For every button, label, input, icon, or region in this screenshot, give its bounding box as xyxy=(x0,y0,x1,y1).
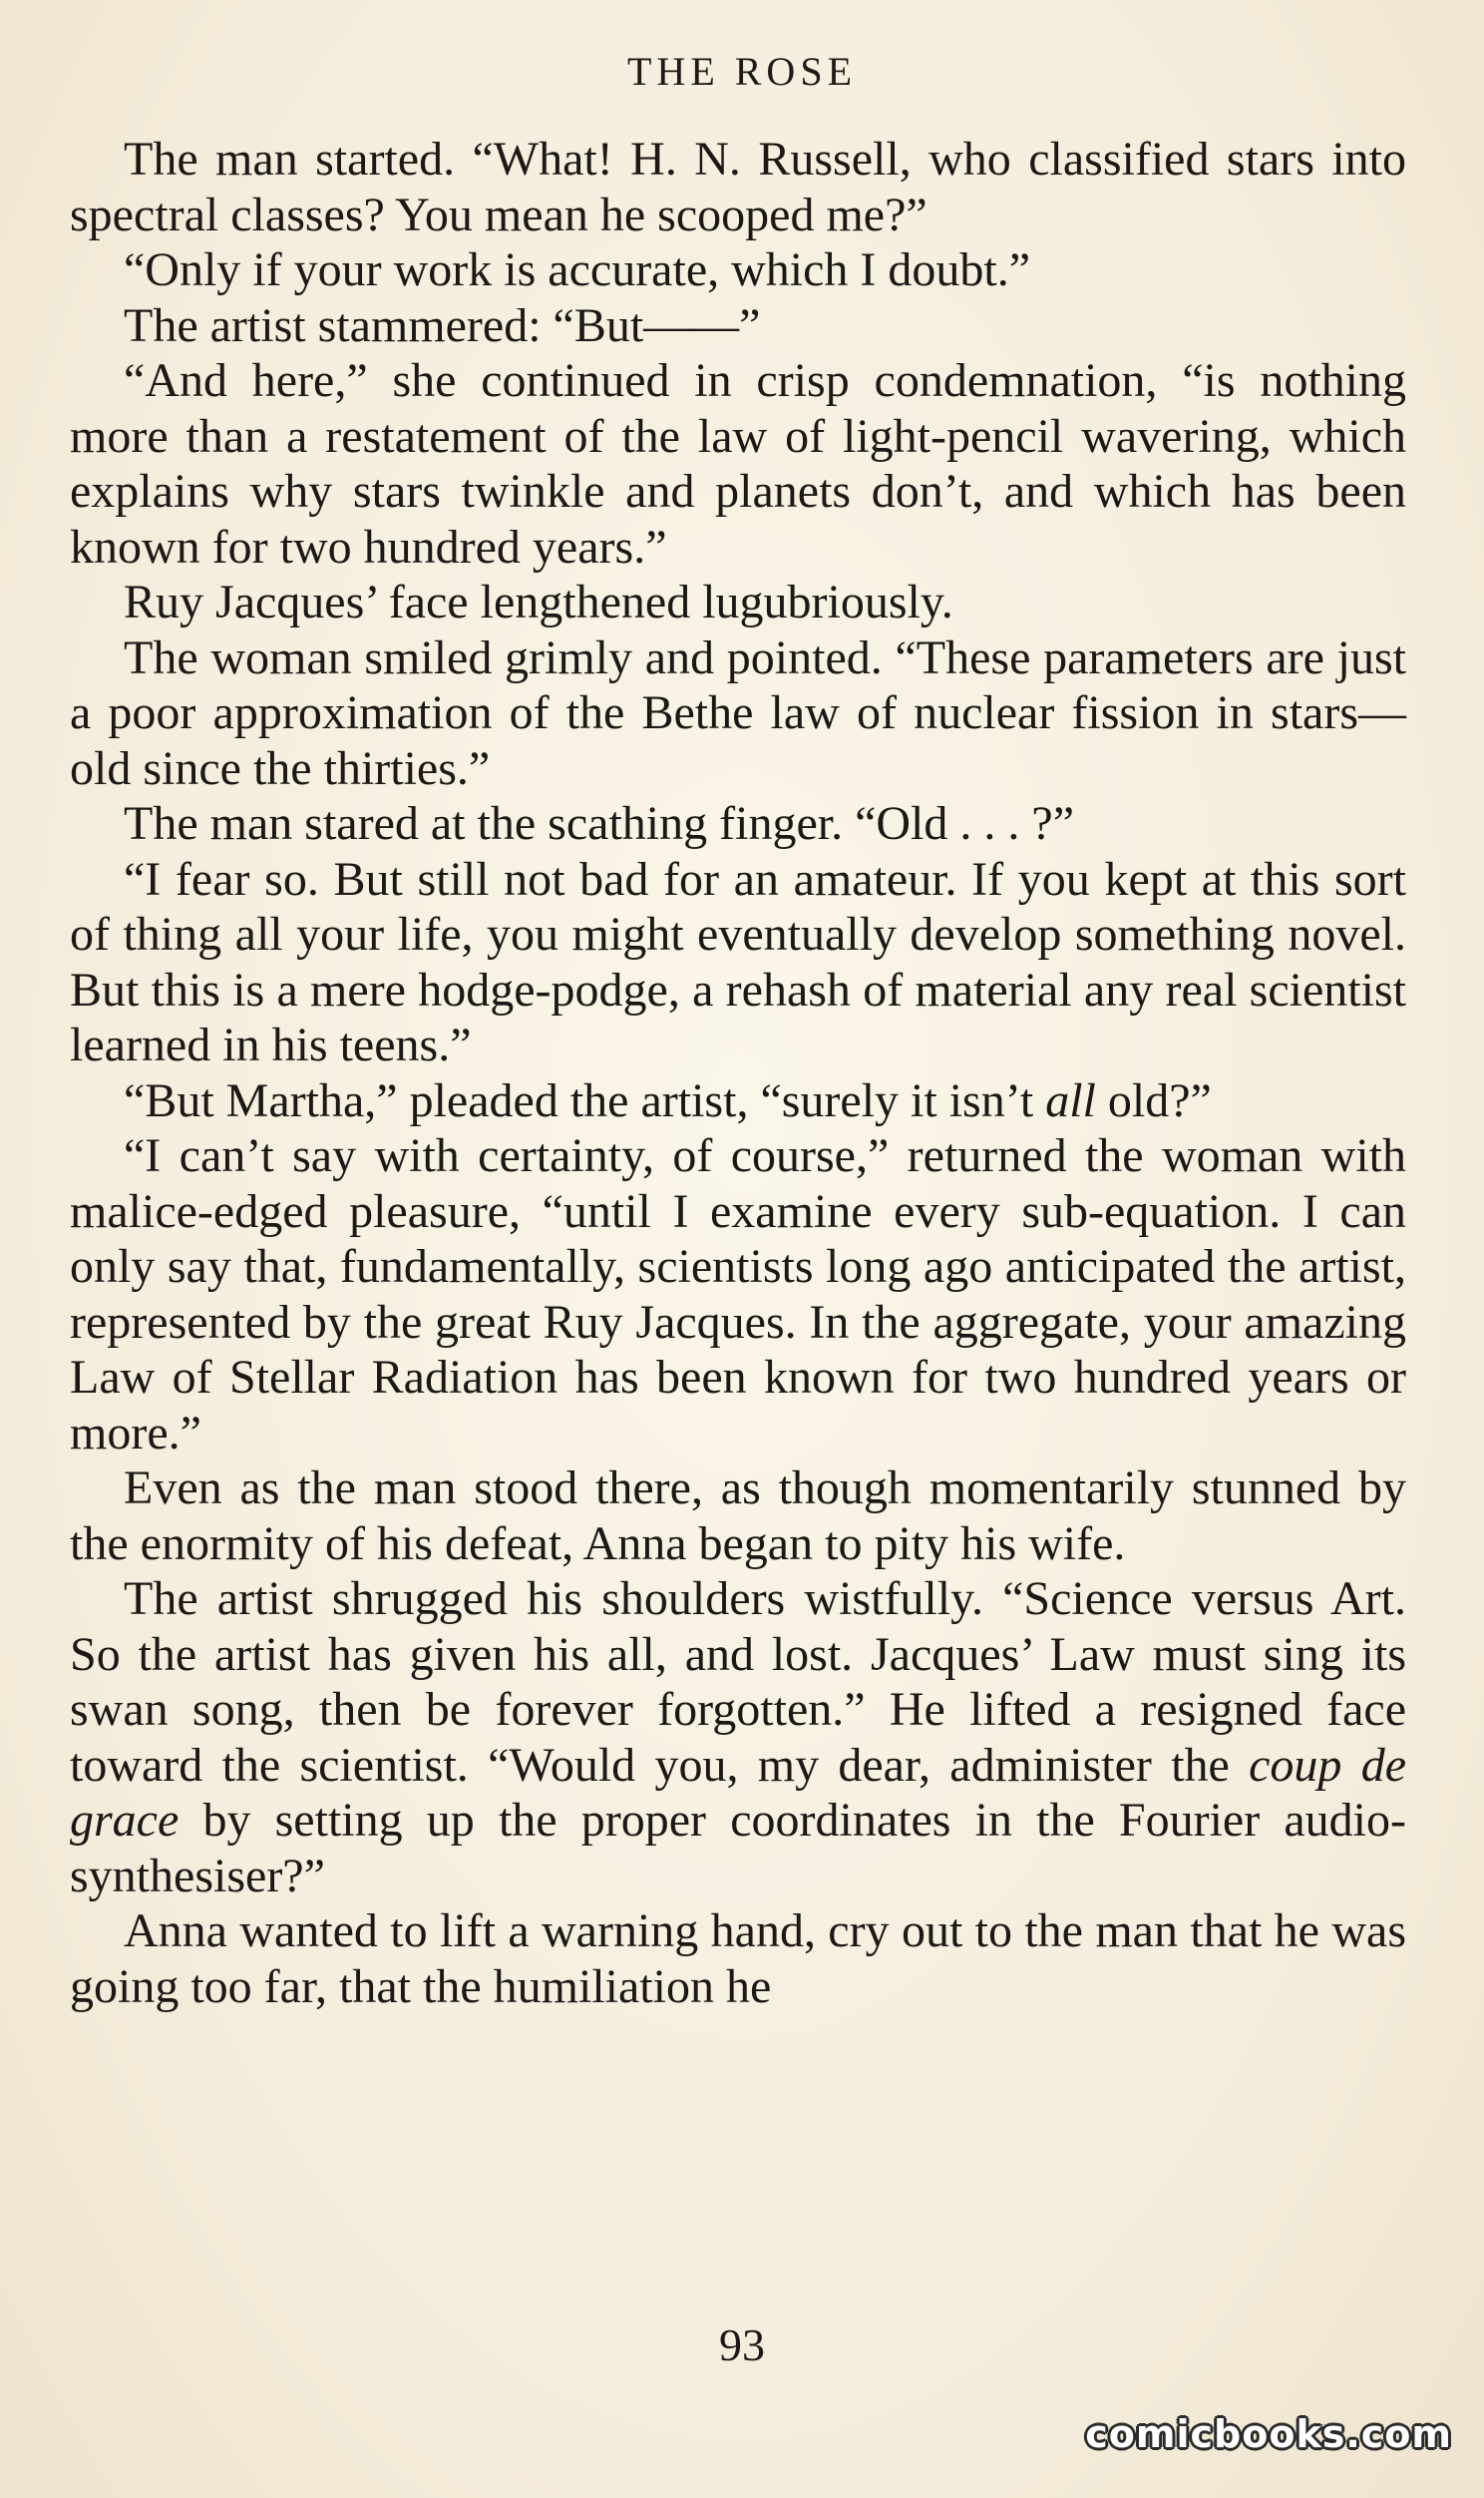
paragraph: “I can’t say with certainty, of course,” returned the woman with malice-edged pleasure, “until I examine every sub-equation. I can only say that, fundamentally, scientists long ago anticipated the artist, represented by the great Ruy Jacques. In the aggregate, your amazing Law of Stellar Radiation has been known for two hundred years or more.” xyxy=(70,1129,1406,1459)
page-number: 93 xyxy=(719,2319,765,2370)
paragraph: Even as the man stood there, as though momentarily stunned by the enormity of his defeat, Anna began to pity his wife. xyxy=(70,1461,1406,1570)
paragraph: The artist shrugged his shoulders wistfully. “Science versus Art. So the artist has given his all, and lost. Jacques’ Law must sing its swan song, then be forever forgotten.” He lifted a resigned face toward the scientist. “Would you, my dear, administer the coup de grace by setting up the proper coordinates in the Fourier audio-synthesiser?” xyxy=(70,1572,1407,1902)
paragraph: The man started. “What! H. N. Russell, who classified stars into spectral classes? You mean he scooped me?” xyxy=(70,133,1406,241)
running-head: THE ROSE xyxy=(627,49,857,94)
body-text xyxy=(70,132,1406,2014)
paragraph: The woman smiled grimly and pointed. “These parameters are just a poor approximation of the Bethe law of nuclear fission in stars—old since the thirties.” xyxy=(70,630,1406,795)
watermark-logo: comicbooks.com xyxy=(1085,2412,1452,2456)
paragraph: “But Martha,” pleaded the artist, “surely it isn’t all old?” xyxy=(124,1073,1212,1127)
paragraph: Ruy Jacques’ face lengthened lugubriously. xyxy=(124,576,953,628)
paragraph: Anna wanted to lift a warning hand, cry out to the man that he was going too far, that the humiliation he xyxy=(70,1904,1406,2013)
paragraph: “I fear so. But still not bad for an amateur. If you kept at this sort of thing all your life, you might eventually develop something novel. But this is a mere hodge-podge, a rehash of material any real scientist learned in his teens.” xyxy=(70,852,1406,1071)
paragraph: “And here,” she continued in crisp condemnation, “is nothing more than a restatement of the law of light-pencil wavering, which explains why stars twinkle and planets don’t, and which has been known for two hundred years.” xyxy=(70,354,1406,574)
italic-emphasis: all xyxy=(1045,1073,1096,1127)
paragraph: “Only if your work is accurate, which I doubt.” xyxy=(124,243,1031,296)
paragraph: The artist stammered: “But——” xyxy=(124,298,761,352)
italic-emphasis: coup de grace xyxy=(70,1738,1407,1847)
paragraph: The man stared at the scathing finger. “Old . . . ?” xyxy=(124,797,1074,850)
